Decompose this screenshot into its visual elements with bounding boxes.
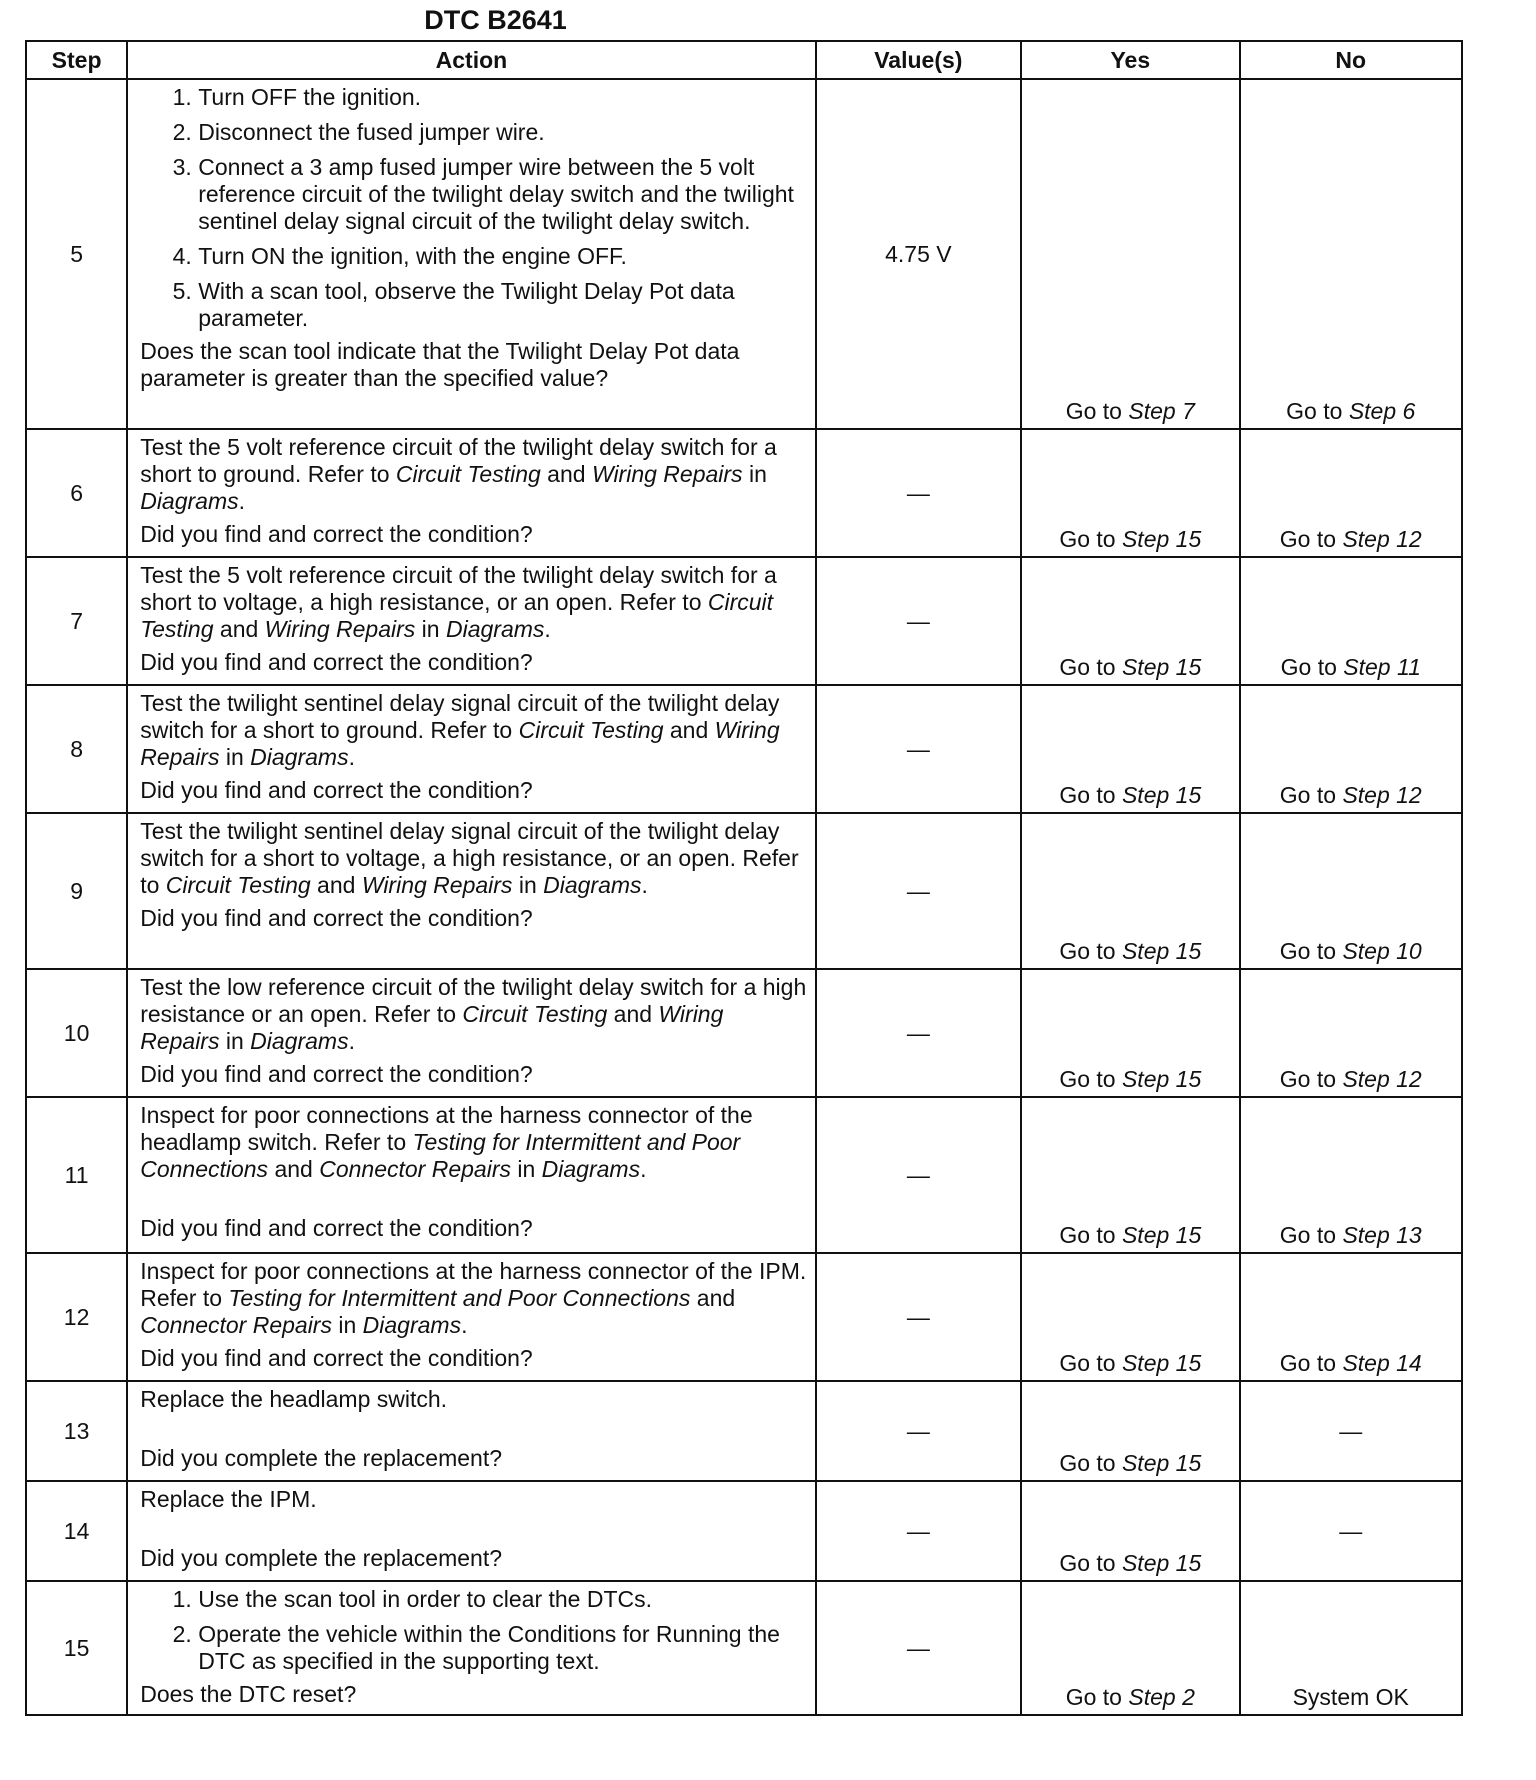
no-step-link: Step 14 bbox=[1342, 1350, 1422, 1376]
action-question: Did you find and correct the condition? bbox=[140, 777, 533, 803]
action-text-part: Test the twilight sentinel delay signal circuit of the twilight delay switch for a short to ground. Refer to bbox=[140, 690, 780, 743]
yes-step-link: Step 15 bbox=[1121, 526, 1202, 552]
yes-step-link: Step 15 bbox=[1121, 782, 1202, 808]
yes-prefix: Go to bbox=[1059, 1066, 1122, 1092]
reference: Connector Repairs bbox=[140, 1312, 332, 1338]
header-yes: Yes bbox=[1021, 41, 1239, 79]
action-cell bbox=[127, 1581, 815, 1715]
value-cell: — bbox=[816, 813, 1021, 969]
list-item: 5. With a scan tool, observe the Twilight Delay Pot data parameter. bbox=[198, 278, 806, 332]
action-text-part: and bbox=[690, 1285, 736, 1311]
header-row bbox=[26, 41, 1462, 79]
header-no: No bbox=[1240, 41, 1462, 79]
reference: Circuit Testing bbox=[462, 1001, 608, 1027]
yes-prefix: Go to bbox=[1059, 526, 1122, 552]
yes-step-link: Step 15 bbox=[1121, 1550, 1202, 1576]
list-item: 4. Turn ON the ignition, with the engine OFF. bbox=[198, 243, 806, 270]
diagnostic-table bbox=[25, 40, 1463, 1716]
reference: Diagrams bbox=[362, 1312, 462, 1338]
yes-prefix: Go to bbox=[1059, 938, 1122, 964]
no-cell bbox=[1240, 1253, 1462, 1381]
no-step-link: Step 6 bbox=[1348, 398, 1416, 424]
no-cell bbox=[1240, 557, 1462, 685]
action-text-part: Inspect for poor connections at the harness connector of the headlamp switch. Refer to bbox=[140, 1102, 753, 1155]
action-cell bbox=[127, 813, 815, 969]
yes-prefix: Go to bbox=[1059, 1222, 1122, 1248]
action-steps bbox=[140, 1586, 806, 1675]
step-number: 13 bbox=[26, 1381, 127, 1481]
yes-prefix: Go to bbox=[1059, 1550, 1122, 1576]
action-text bbox=[140, 974, 806, 1055]
table-row bbox=[26, 1481, 1462, 1581]
no-cell bbox=[1240, 79, 1462, 429]
reference: Diagrams bbox=[541, 1156, 641, 1182]
action-text-part: in bbox=[510, 1156, 542, 1182]
no-step-link: Step 12 bbox=[1342, 782, 1422, 808]
table-row bbox=[26, 429, 1462, 557]
reference: Wiring Repairs bbox=[140, 717, 780, 770]
no-prefix: Go to bbox=[1279, 1222, 1343, 1248]
yes-cell bbox=[1021, 969, 1239, 1097]
action-question: Did you find and correct the condition? bbox=[140, 1345, 533, 1371]
no-cell bbox=[1240, 969, 1462, 1097]
action-text-part: Test the low reference circuit of the twilight delay switch for a high resistance or an open. Refer to bbox=[140, 974, 807, 1027]
step-number: 6 bbox=[26, 429, 127, 557]
action-text-part: Test the 5 volt reference circuit of the twilight delay switch for a short to ground. Refer to bbox=[140, 434, 777, 487]
action-text bbox=[140, 1258, 806, 1339]
no-cell bbox=[1240, 1097, 1462, 1253]
reference: Wiring Repairs bbox=[361, 872, 513, 898]
yes-cell bbox=[1021, 1581, 1239, 1715]
action-text-part: . bbox=[461, 1312, 468, 1338]
yes-step-link: Step 15 bbox=[1121, 938, 1202, 964]
yes-step-link: Step 7 bbox=[1128, 398, 1195, 424]
value-cell: — bbox=[816, 685, 1021, 813]
action-text-part: in bbox=[219, 1028, 251, 1054]
yes-step-link: Step 15 bbox=[1121, 1066, 1202, 1092]
list-item: 2. Disconnect the fused jumper wire. bbox=[198, 119, 806, 146]
action-text-part: and bbox=[268, 1156, 320, 1182]
yes-cell bbox=[1021, 685, 1239, 813]
yes-step-link: Step 2 bbox=[1128, 1684, 1195, 1710]
value-cell: — bbox=[816, 557, 1021, 685]
yes-prefix: Go to bbox=[1065, 1684, 1129, 1710]
yes-cell bbox=[1021, 1253, 1239, 1381]
action-cell bbox=[127, 1097, 815, 1253]
reference: Circuit Testing bbox=[165, 872, 311, 898]
action-cell bbox=[127, 1481, 815, 1581]
reference: Circuit Testing bbox=[395, 461, 541, 487]
value-cell: 4.75 V bbox=[816, 79, 1021, 429]
yes-cell bbox=[1021, 1097, 1239, 1253]
action-text bbox=[140, 434, 806, 515]
reference: Wiring Repairs bbox=[140, 1001, 724, 1054]
action-steps bbox=[140, 84, 806, 332]
yes-cell bbox=[1021, 429, 1239, 557]
spacer bbox=[140, 1413, 806, 1445]
action-cell bbox=[127, 1253, 815, 1381]
no-step-link: Step 11 bbox=[1343, 654, 1421, 680]
no-step-link: Step 13 bbox=[1342, 1222, 1422, 1248]
yes-prefix: Go to bbox=[1059, 1350, 1122, 1376]
value-cell: — bbox=[816, 1581, 1021, 1715]
action-question: Did you find and correct the condition? bbox=[140, 1215, 533, 1241]
yes-cell bbox=[1021, 1481, 1239, 1581]
table-row bbox=[26, 557, 1462, 685]
action-text-part: in bbox=[331, 1312, 363, 1338]
action-text bbox=[140, 818, 806, 899]
action-question: Did you complete the replacement? bbox=[140, 1545, 503, 1571]
no-cell bbox=[1240, 685, 1462, 813]
step-number: 10 bbox=[26, 969, 127, 1097]
list-item: 1. Use the scan tool in order to clear the DTCs. bbox=[198, 1586, 806, 1613]
yes-prefix: Go to bbox=[1059, 782, 1122, 808]
action-question: Did you find and correct the condition? bbox=[140, 521, 533, 547]
reference: Testing for Intermittent and Poor Connections bbox=[140, 1129, 741, 1182]
step-number: 9 bbox=[26, 813, 127, 969]
list-item: 3. Connect a 3 amp fused jumper wire between the 5 volt reference circuit of the twilight delay switch and the twilight sentinel delay signal circuit of the twilight delay switch. bbox=[198, 154, 806, 235]
action-text-part: in bbox=[219, 744, 251, 770]
reference: Wiring Repairs bbox=[591, 461, 743, 487]
no-prefix: Go to bbox=[1280, 654, 1344, 680]
table-row bbox=[26, 1253, 1462, 1381]
action-cell bbox=[127, 685, 815, 813]
no-prefix: Go to bbox=[1279, 782, 1343, 808]
action-text-part: Test the twilight sentinel delay signal circuit of the twilight delay switch for a short to voltage, a high resistance, or an open. Refer to bbox=[140, 818, 799, 898]
step-number: 8 bbox=[26, 685, 127, 813]
action-text bbox=[140, 562, 806, 643]
action-question: Does the scan tool indicate that the Twilight Delay Pot data parameter is greater than the specified value? bbox=[140, 338, 740, 391]
step-number: 15 bbox=[26, 1581, 127, 1715]
list-item: 2. Operate the vehicle within the Conditions for Running the DTC as specified in the supporting text. bbox=[198, 1621, 806, 1675]
yes-cell bbox=[1021, 1381, 1239, 1481]
action-cell bbox=[127, 1381, 815, 1481]
yes-prefix: Go to bbox=[1059, 654, 1122, 680]
reference: Wiring Repairs bbox=[264, 616, 416, 642]
table-row bbox=[26, 1097, 1462, 1253]
action-text-part: and bbox=[607, 1001, 659, 1027]
reference: Diagrams bbox=[250, 1028, 349, 1054]
action-question: Did you find and correct the condition? bbox=[140, 649, 533, 675]
reference: Diagrams bbox=[250, 744, 349, 770]
action-text-part: and bbox=[540, 461, 592, 487]
spacer bbox=[140, 1513, 806, 1545]
action-text-part: . bbox=[641, 872, 648, 898]
action-text-part: and bbox=[663, 717, 715, 743]
yes-cell bbox=[1021, 79, 1239, 429]
no-cell bbox=[1240, 813, 1462, 969]
step-number: 7 bbox=[26, 557, 127, 685]
no-prefix: Go to bbox=[1279, 1350, 1343, 1376]
reference: Circuit Testing bbox=[140, 589, 774, 642]
action-cell bbox=[127, 969, 815, 1097]
action-question: Did you find and correct the condition? bbox=[140, 1061, 533, 1087]
value-cell: — bbox=[816, 1097, 1021, 1253]
no-prefix: Go to bbox=[1279, 938, 1343, 964]
reference: Diagrams bbox=[140, 488, 239, 514]
step-number: 11 bbox=[26, 1097, 127, 1253]
step-number: 5 bbox=[26, 79, 127, 429]
no-prefix: Go to bbox=[1279, 1066, 1343, 1092]
action-text-part: in bbox=[415, 616, 446, 642]
list-item: 1. Turn OFF the ignition. bbox=[198, 84, 806, 111]
reference: Diagrams bbox=[445, 616, 545, 642]
value-cell: — bbox=[816, 1481, 1021, 1581]
yes-cell bbox=[1021, 557, 1239, 685]
reference: Connector Repairs bbox=[319, 1156, 511, 1182]
table-row bbox=[26, 813, 1462, 969]
table-row bbox=[26, 1381, 1462, 1481]
no-cell: — bbox=[1240, 1381, 1462, 1481]
table-row bbox=[26, 685, 1462, 813]
action-text: Replace the IPM. bbox=[140, 1486, 317, 1512]
no-prefix: Go to bbox=[1279, 526, 1343, 552]
action-cell bbox=[127, 557, 815, 685]
reference: Testing for Intermittent and Poor Connections bbox=[228, 1285, 691, 1311]
action-question: Did you complete the replacement? bbox=[140, 1445, 503, 1471]
no-step-link: Step 10 bbox=[1342, 938, 1422, 964]
action-text-part: Inspect for poor connections at the harness connector of the IPM. Refer to bbox=[140, 1258, 807, 1311]
table-row bbox=[26, 969, 1462, 1097]
action-cell bbox=[127, 79, 815, 429]
yes-step-link: Step 15 bbox=[1121, 654, 1202, 680]
action-text-part: . bbox=[544, 616, 551, 642]
header-values: Value(s) bbox=[816, 41, 1021, 79]
no-step-link: Step 12 bbox=[1342, 526, 1422, 552]
yes-step-link: Step 15 bbox=[1121, 1222, 1202, 1248]
action-text-part: in bbox=[742, 461, 767, 487]
reference: Circuit Testing bbox=[518, 717, 664, 743]
value-cell: — bbox=[816, 1381, 1021, 1481]
action-text-part: and bbox=[213, 616, 265, 642]
header-action: Action bbox=[127, 41, 815, 79]
title-text: DTC B2641 bbox=[424, 5, 567, 35]
action-question: Did you find and correct the condition? bbox=[140, 905, 533, 931]
step-number: 14 bbox=[26, 1481, 127, 1581]
yes-cell bbox=[1021, 813, 1239, 969]
spacer bbox=[140, 1183, 806, 1215]
action-text-part: in bbox=[512, 872, 544, 898]
no-step-link: Step 12 bbox=[1342, 1066, 1422, 1092]
header-step: Step bbox=[26, 41, 127, 79]
yes-step-link: Step 15 bbox=[1121, 1450, 1202, 1476]
action-text: Replace the headlamp switch. bbox=[140, 1386, 448, 1412]
value-cell: — bbox=[816, 1253, 1021, 1381]
no-cell bbox=[1240, 429, 1462, 557]
action-text-part: and bbox=[310, 872, 362, 898]
page-title bbox=[25, 2, 1490, 38]
reference: Diagrams bbox=[543, 872, 642, 898]
action-text-part: . bbox=[640, 1156, 647, 1182]
action-question: Does the DTC reset? bbox=[140, 1681, 357, 1707]
yes-prefix: Go to bbox=[1059, 1450, 1122, 1476]
action-text-part: Test the 5 volt reference circuit of the twilight delay switch for a short to voltage, a high resistance, or an open. Refer to bbox=[140, 562, 777, 615]
action-text bbox=[140, 1102, 806, 1183]
table-row bbox=[26, 1581, 1462, 1715]
table-row bbox=[26, 79, 1462, 429]
no-prefix: Go to bbox=[1286, 398, 1349, 424]
step-number: 12 bbox=[26, 1253, 127, 1381]
yes-step-link: Step 15 bbox=[1121, 1350, 1202, 1376]
no-cell: System OK bbox=[1240, 1581, 1462, 1715]
value-cell: — bbox=[816, 429, 1021, 557]
yes-prefix: Go to bbox=[1065, 398, 1129, 424]
no-cell: — bbox=[1240, 1481, 1462, 1581]
action-text-part: . bbox=[348, 1028, 355, 1054]
action-text-part: . bbox=[348, 744, 355, 770]
value-cell: — bbox=[816, 969, 1021, 1097]
action-cell bbox=[127, 429, 815, 557]
action-text-part: . bbox=[238, 488, 246, 514]
action-text bbox=[140, 690, 806, 771]
